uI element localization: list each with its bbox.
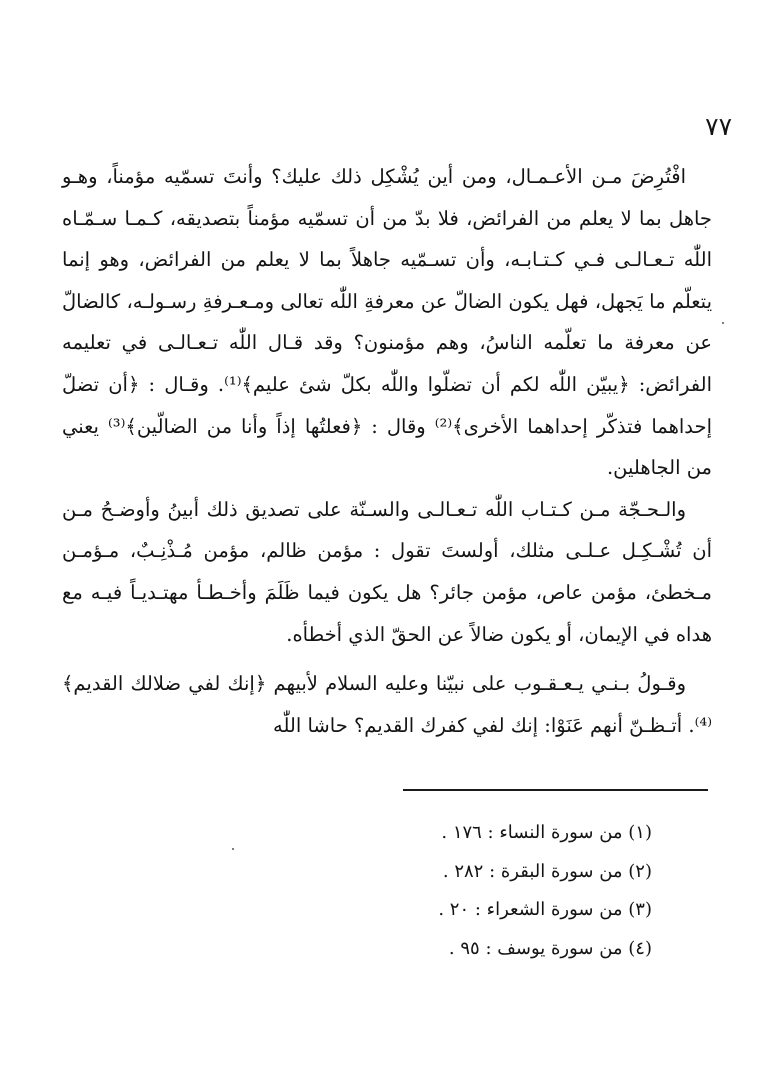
paragraph-3: وقـولُ بـنـي يـعـقـوب على نبيّنا وعليه السلام لأبيهم ﴿إنك لفي ضلالك القديم﴾⁽⁴⁾. أتـظـنّ أنهم عَنَوْا: إنك لفي كفرك القديم؟ حاشا اللّٰه [62,672,712,737]
footnote-divider [403,789,708,791]
main-text [62,156,712,746]
paragraph-2: والـحـجّة مـن كـتـاب اللّٰه تـعـالـى والسـنّة على تصديق ذلك أبينُ وأوضـحُ مـن أن تُشْـكِـل عـلـى مثلك، أولستَ تقول : مؤمن ظالم، مؤمن مُـذْنِـبٌ، مـؤمـن مـخطئ، مؤمن عاص، مؤمن جائر؟ هل يكون فيما ظَلَمَ وأخـطـأ مهتـديـاً فيـه مع هداه في الإيمان، أو يكون ضالاً عن الحقّ الذي أخطأه. [62,497,712,646]
paragraph-1: افْتُرِضَ مـن الأعـمـال، ومن أين يُشْكِل ذلك عليك؟ وأنتَ تسمّيه مؤمناً، وهـو جاهل بما لا يعلم من الفرائض، فلا بدّ من أن تسمّيه مؤمناً بتصديقه، كـمـا سـمّـاه اللّٰه تـعـالـى فـي كـتـابـه، وأن تسـمّيه جاهلاً بما لا يعلم من الفرائض، وهو إنما يتعلّم ما يَجهل، فهل يكون الضالّ عن معرفةِ اللّٰه تعالى ومـعـرفةِ رسـولـه، كالضالّ عن معرفة ما تعلّمه الناسُ، وهم مؤمنون؟ وقد قـال اللّٰه تـعـالـى في تعليمه الفرائض: ﴿يبيّن اللّٰه لكم أن تضلّوا واللّٰه بكلّ شئ عليم﴾⁽¹⁾. وقـال : ﴿أن تضلّ إحداهما فتذكّر إحداهما الأخرى﴾⁽²⁾ وقال : ﴿فعلتُها إذاً وأنا من الضالّين﴾⁽³⁾ يعني من الجاهلين. [62,165,712,480]
scan-speck [722,322,724,324]
footnote-1: (١) من سورة النساء : ١٧٦ . [441,822,652,843]
page-number: ٧٧ [705,112,732,141]
footnote-2: (٢) من سورة البقرة : ٢٨٢ . [442,860,652,882]
footnotes-list [300,814,652,968]
scan-speck [232,848,234,850]
footnote-4: (٤) من سورة يوسف : ٩٥ . [448,937,652,959]
footnote-3: (٣) من سورة الشعراء : ٢٠ . [438,899,652,920]
